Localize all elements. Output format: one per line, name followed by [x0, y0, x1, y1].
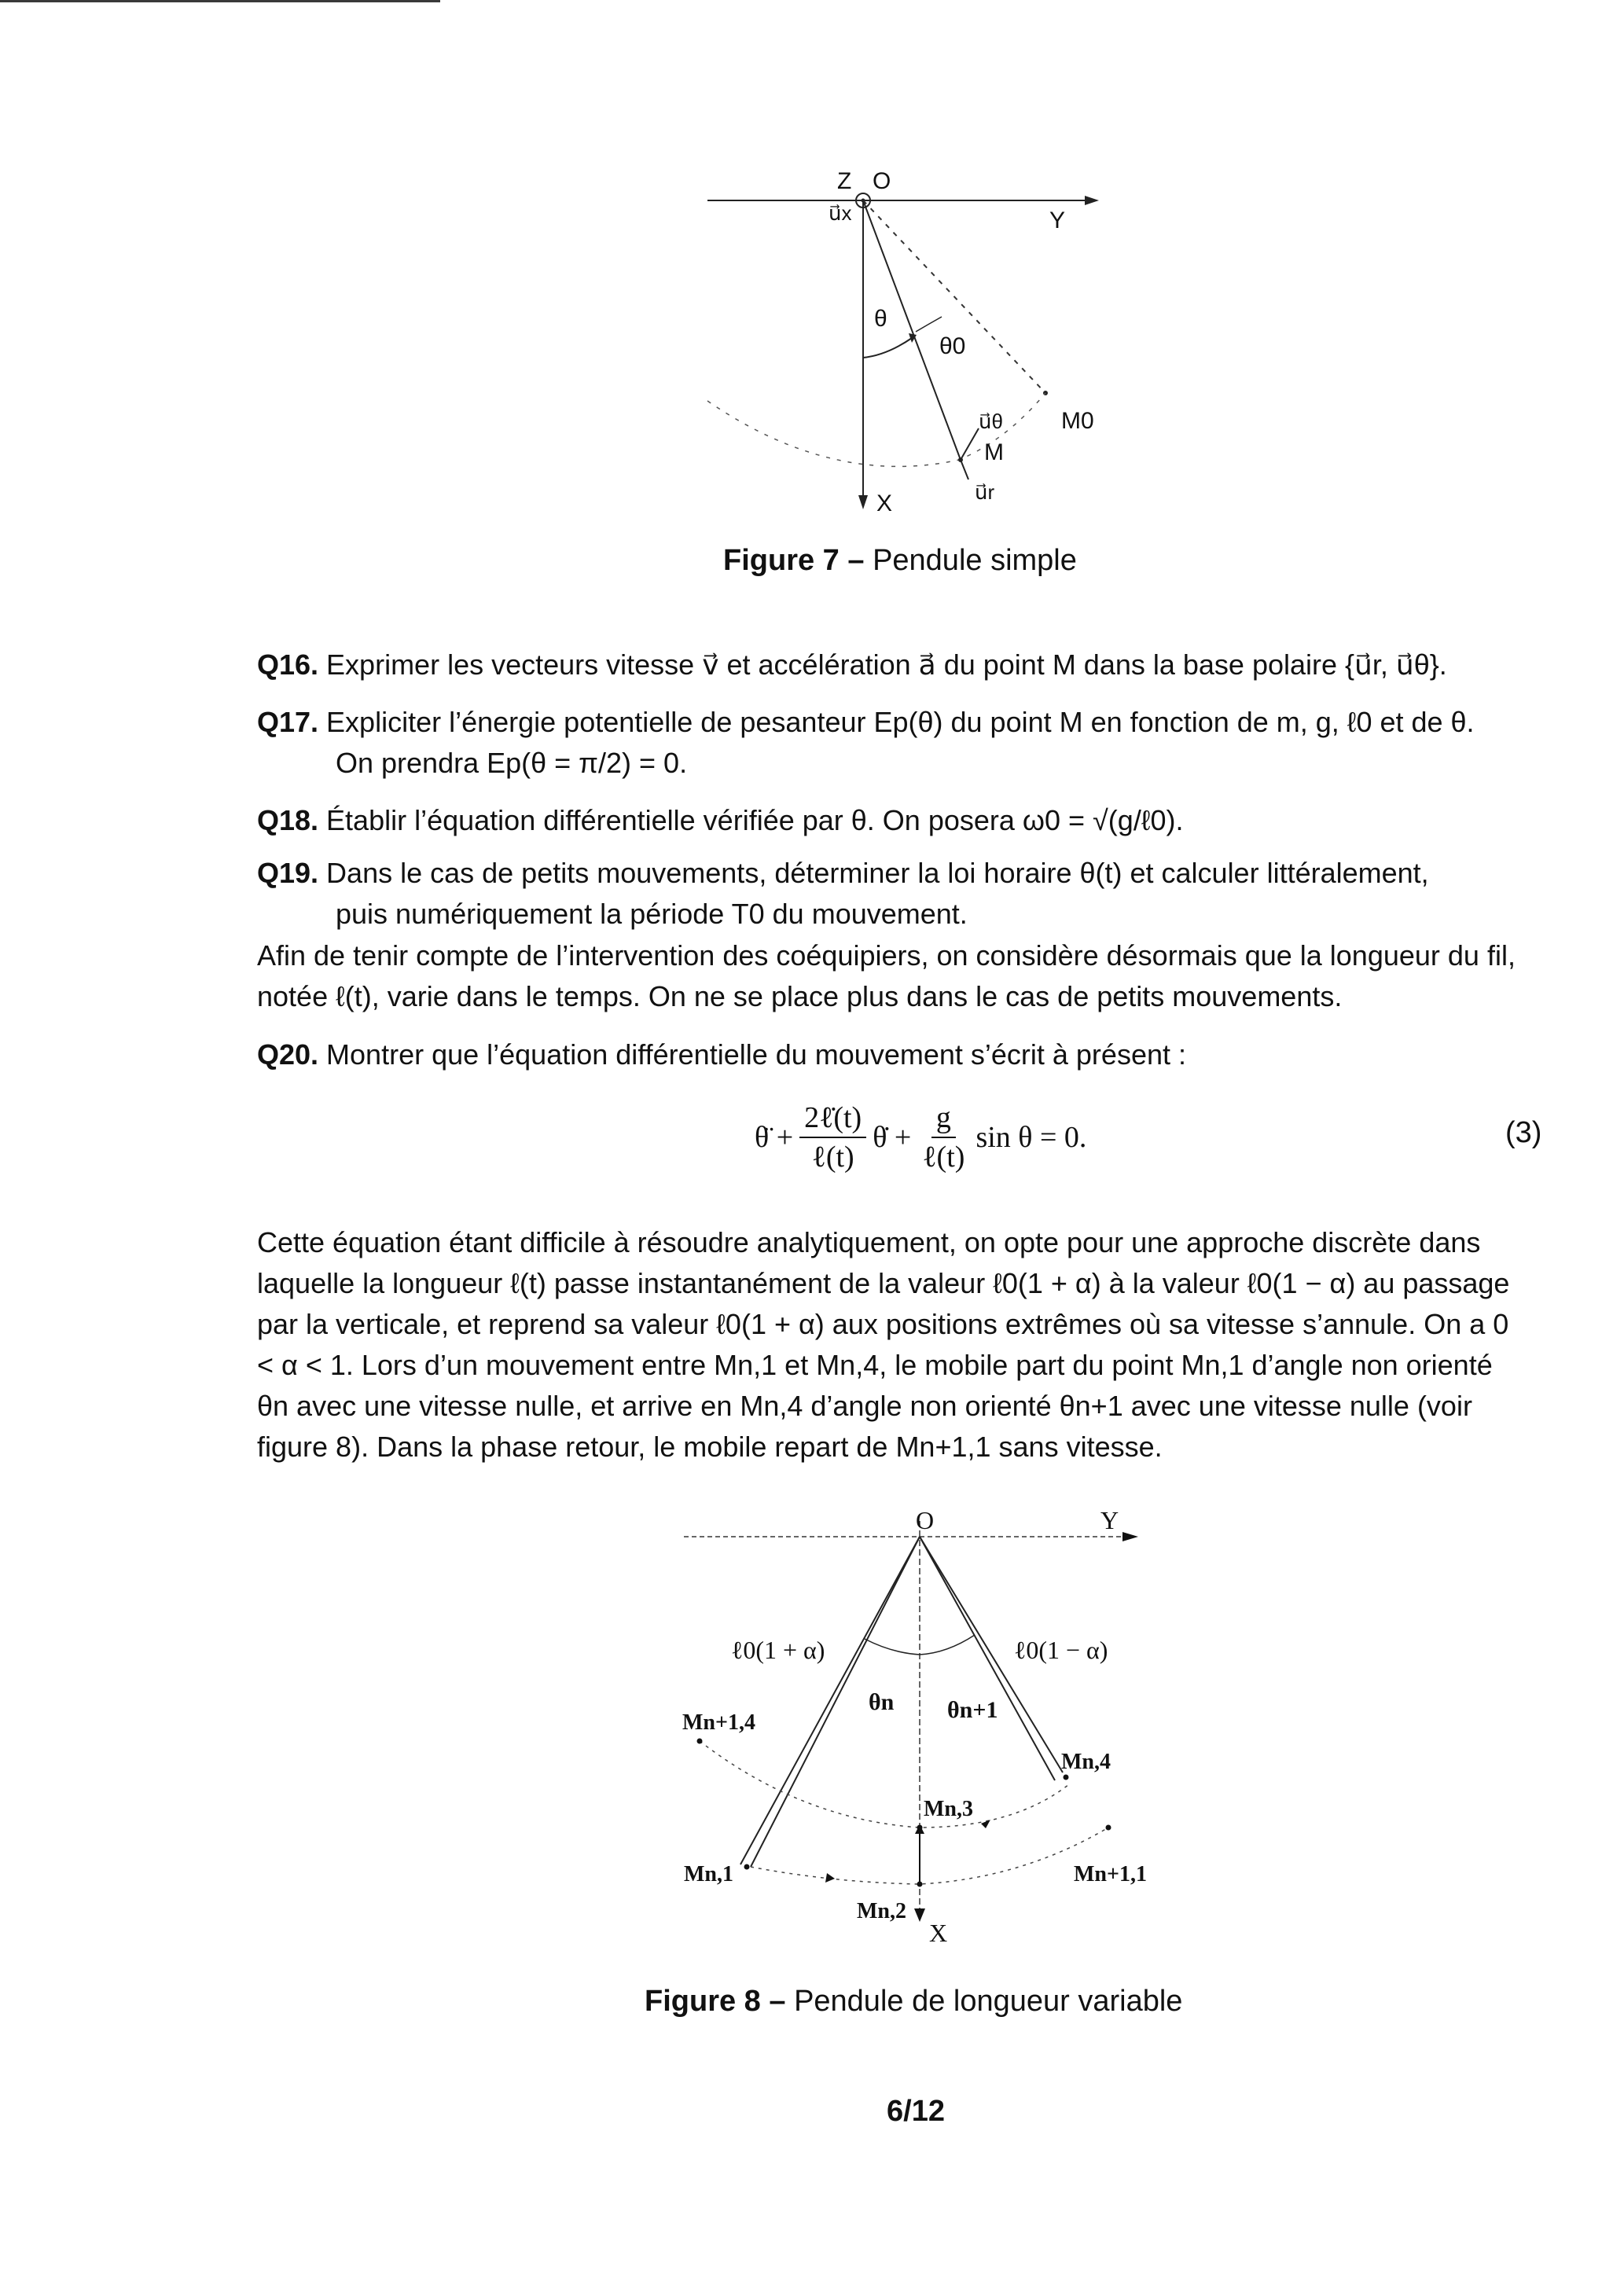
theta0-label: θ0: [939, 333, 966, 359]
mn-4-label: Mn,4: [1061, 1750, 1111, 1774]
mn1-1-label: Mn+1,1: [1074, 1862, 1147, 1886]
figure-7-caption-bold: Figure 7 –: [723, 544, 865, 577]
point-mn1-4: [697, 1739, 703, 1744]
figure-8-caption-bold: Figure 8 –: [645, 1985, 786, 2018]
q19-number: Q19.: [257, 857, 319, 889]
equation-number: (3): [1505, 1116, 1542, 1149]
length-left-label: ℓ0(1 + α): [731, 1636, 825, 1664]
z-label: Z: [837, 168, 852, 194]
page-number: 6/12: [887, 2095, 945, 2128]
y-arrow-icon: [1085, 196, 1099, 205]
eq-term-3: sin θ = 0.: [976, 1121, 1087, 1154]
q20-number: Q20.: [257, 1038, 319, 1071]
m-point: [958, 457, 963, 462]
q19-line-1: Dans le cas de petits mouvements, déterminer la loi horaire θ(t) et calculer littéralement,: [326, 857, 1429, 889]
eq-fraction-1-denominator: ℓ(t): [811, 1141, 854, 1174]
figure-7-caption-text: Pendule simple: [873, 544, 1077, 577]
q16-number: Q16.: [257, 648, 319, 681]
path-arrow-2-icon: [981, 1820, 990, 1828]
q17-number: Q17.: [257, 706, 319, 738]
x-arrow-icon: [914, 1908, 925, 1922]
x-label: X: [929, 1919, 948, 1947]
q18-text: Établir l’équation différentielle vérifiée par θ. On posera ω0 = √(g/ℓ0).: [326, 804, 1184, 836]
figure-7-diagram: [676, 157, 1116, 527]
figure-8-caption: [645, 1985, 1182, 2019]
m0-label: M0: [1061, 408, 1094, 434]
question-16: [257, 645, 1546, 685]
o-label: O: [916, 1506, 935, 1534]
eq-term-1: θ̈ +: [755, 1121, 794, 1154]
eq-fraction-1: [799, 1100, 866, 1174]
mn1-4-label: Mn+1,4: [682, 1710, 755, 1735]
mn-1-label: Mn,1: [684, 1862, 733, 1886]
m-label: M: [984, 439, 1004, 465]
point-mn-3: [917, 1825, 923, 1831]
question-19: [257, 853, 1546, 935]
long-string-left-inner: [751, 1537, 920, 1867]
q17-line-1: Expliciter l’énergie potentielle de pesanteur Ep(θ) du point M en fonction de m, g, ℓ0 et de θ.: [326, 706, 1475, 738]
q19-line-2: puis numériquement la période T0 du mouvement.: [336, 898, 968, 930]
q17-line-2: On prendra Ep(θ = π/2) = 0.: [336, 747, 688, 779]
figure-8-diagram: [652, 1482, 1163, 1953]
theta-n1-arc: [920, 1635, 975, 1655]
figure-7-caption: [723, 544, 1077, 578]
ur-label: u⃗r: [975, 480, 995, 504]
short-arc: [700, 1741, 1069, 1828]
question-17: [257, 702, 1546, 784]
mn-3-label: Mn,3: [924, 1797, 973, 1821]
paragraph-variable-length: Afin de tenir compte de l’intervention des coéquipiers, on considère désormais que la longueur du fil, notée ℓ(t), varie dans le temps. On ne se place plus dans le cas de petits mouvements.: [257, 939, 1516, 1012]
path-arrow-1-icon: [825, 1873, 835, 1883]
question-18: [257, 800, 1546, 841]
figure-8-caption-text: Pendule de longueur variable: [794, 1985, 1183, 2018]
theta0-arc: [916, 317, 942, 332]
theta-n-label: θn: [869, 1689, 895, 1715]
u-theta-label: u⃗θ: [979, 410, 1003, 433]
eq-term-2: θ̇ +: [873, 1121, 912, 1154]
theta-label: θ: [874, 306, 887, 332]
initial-position-line: [863, 200, 1045, 393]
x-label: X: [876, 490, 893, 516]
eq-fraction-2: [917, 1100, 969, 1174]
q16-text: Exprimer les vecteurs vitesse v⃗ et accélération a⃗ du point M dans la base polaire {u⃗r, u⃗θ}.: [326, 648, 1447, 681]
y-label: Y: [1100, 1506, 1119, 1534]
point-mn-1: [744, 1864, 750, 1870]
point-mn1-1: [1106, 1825, 1111, 1831]
q18-number: Q18.: [257, 804, 319, 836]
paragraph-discrete-approach: Cette équation étant difficile à résoudre analytiquement, on opte pour une approche discrète dans laquelle la longueur ℓ(t) passe instantanément de la valeur ℓ0(1 + α) à la valeur ℓ0(1 − α) au passage par la verticale, et reprend sa valeur ℓ0(1 + α) aux positions extrêmes où sa vitesse s’annule. On a 0 < α < 1. Lors d’un mouvement entre Mn,1 et Mn,4, le mobile part du point Mn,1 d’angle non orienté θn avec une vitesse nulle, et arrive en Mn,4 d’angle non orienté θn+1 avec une vitesse nulle (voir figure 8). Dans la phase retour, le mobile repart de Mn+1,1 sans vitesse.: [257, 1226, 1510, 1463]
y-label: Y: [1049, 208, 1066, 233]
mn-2-label: Mn,2: [857, 1899, 906, 1923]
length-right-label: ℓ0(1 − α): [1014, 1636, 1108, 1664]
x-arrow-icon: [858, 495, 868, 509]
y-arrow-icon: [1122, 1532, 1138, 1541]
u-r-vector: [961, 460, 968, 479]
ux-label: u⃗x: [829, 201, 852, 225]
eq-fraction-1-numerator: 2ℓ̇(t): [799, 1100, 866, 1138]
theta-arc: [863, 338, 912, 358]
question-20: [257, 1034, 1546, 1075]
long-arc: [751, 1828, 1108, 1884]
point-mn-4: [1064, 1775, 1069, 1780]
theta-n1-label: θn+1: [947, 1697, 998, 1723]
eq-fraction-2-denominator: ℓ(t): [922, 1141, 965, 1174]
equation-3: [755, 1100, 1086, 1174]
q20-text: Montrer que l’équation différentielle du mouvement s’écrit à présent :: [326, 1038, 1186, 1071]
point-mn-2: [917, 1882, 923, 1887]
eq-fraction-2-numerator: g: [931, 1100, 956, 1138]
theta-n-arc: [865, 1639, 920, 1655]
o-label: O: [873, 168, 891, 194]
header-rule: [0, 0, 440, 2]
